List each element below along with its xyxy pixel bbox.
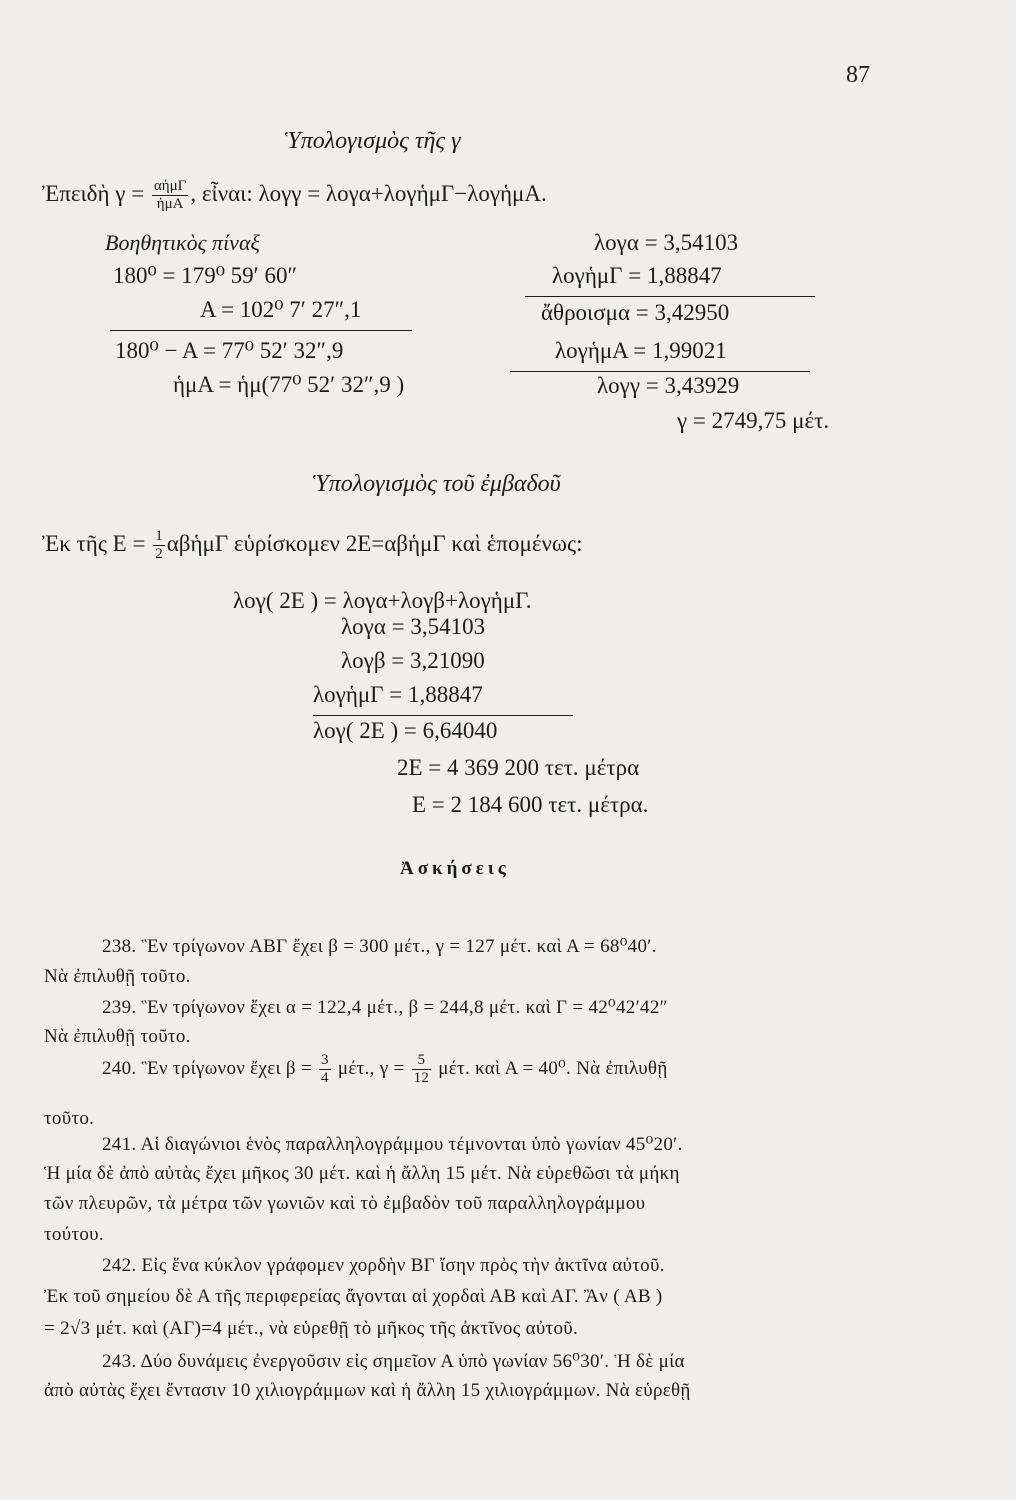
exercises-heading: Ἀσκήσεις [400,858,510,879]
right-rule-2 [510,371,810,372]
intro-rest: αβἡμΓ εὑρίσκομεν 2E=αβἡμΓ καὶ ἑπομένως: [166,530,583,556]
exercise-240-line-1 [102,1052,668,1087]
section-title-area: Ὑπολογισμὸς τοῦ ἐμβαδοῦ [313,471,561,497]
ex240-rest: μέτ. καὶ Α = 40⁰. Νὰ ἐπιλυθῇ [438,1057,668,1079]
left-row-2: A = 102⁰ 7′ 27″,1 [200,297,362,322]
right-row-3: ἄθροισμα = 3,42950 [541,300,730,325]
right-row-6: γ = 2749,75 μέτ. [677,408,830,433]
half-fraction [153,528,165,563]
half-numerator: 1 [155,528,163,544]
area-row-3: λογβ = 3,21090 [341,648,485,673]
section-title-gamma: Ὑπολογισμὸς τῆς γ [285,128,461,154]
area-row-5: λογ( 2E ) = 6,64040 [313,718,498,743]
beta-denominator: 4 [321,1070,329,1086]
fraction-denominator: ἡμΑ [156,196,184,212]
formula-prefix: Ἐπειδὴ γ = [42,180,145,206]
left-row-3: 180⁰ − A = 77⁰ 52′ 32″,9 [115,338,344,363]
exercise-242-line-1: 242. Εἰς ἕνα κύκλον γράφομεν χορδὴν ΒΓ ἴσην πρὸς τὴν ἀκτῖνα αὐτοῦ. [102,1255,665,1276]
area-row-4: λογἡμΓ = 1,88847 [313,682,483,707]
exercise-239-line-1: 239. Ἓν τρίγωνον ἔχει α = 122,4 μέτ., β = 244,8 μέτ. καὶ Γ = 42⁰42′42″ [102,997,668,1018]
exercise-241-line-4: τούτου. [44,1224,104,1245]
exercise-238-line-2: Νὰ ἐπιλυθῇ τοῦτο. [44,966,191,987]
ex240-fraction-beta [319,1052,331,1087]
right-rule-1 [525,296,815,297]
exercise-241-line-2: Ἡ μία δὲ ἀπὸ αὐτὰς ἔχει μῆκος 30 μέτ. καὶ ἡ ἄλλη 15 μέτ. Νὰ εὑρεθῶσι τὰ μήκη [44,1163,680,1184]
exercise-240-line-2: τοῦτο. [44,1108,95,1129]
left-row-4: ἡμA = ἡμ(77⁰ 52′ 32″,9 ) [173,372,405,397]
right-row-5: λογγ = 3,43929 [597,373,740,398]
aux-table-title: Βοηθητικὸς πίναξ [105,230,260,255]
beta-numerator: 3 [321,1052,329,1068]
intro-prefix: Ἐκ τῆς E = [42,530,146,556]
area-row-1: λογ( 2E ) = λογα+λογβ+λογἡμΓ. [233,588,532,613]
area-row-6: 2E = 4 369 200 τετ. μέτρα [397,755,640,780]
formula-rest: , εἶναι: λογγ = λογα+λογἡμΓ−λογἡμΑ. [190,180,547,206]
ex240-prefix: 240. Ἓν τρίγωνον ἔχει β = [102,1057,312,1079]
right-row-4: λογἡμA = 1,99021 [555,338,727,363]
half-denominator: 2 [155,546,163,562]
right-row-1: λογα = 3,54103 [594,230,739,255]
area-row-7: E = 2 184 600 τετ. μέτρα. [412,792,649,817]
formula-fraction [152,178,188,213]
gamma-denominator: 12 [413,1070,430,1086]
fraction-numerator: αἡμΓ [153,178,187,194]
exercise-239-line-2: Νὰ ἐπιλυθῇ τοῦτο. [44,1026,191,1047]
exercise-242-line-3: = 2√3 μέτ. καὶ (ΑΓ)=4 μέτ., νὰ εὑρεθῇ τὸ μῆκος τῆς ἀκτῖνος αὐτοῦ. [44,1318,579,1339]
exercise-241-line-1: 241. Αἱ διαγώνιοι ἑνὸς παραλληλογράμμου τέμνονται ὑπὸ γωνίαν 45⁰20′. [102,1134,683,1155]
page-number: 87 [846,62,870,88]
right-row-2: λογἡμΓ = 1,88847 [552,263,722,288]
left-rule [110,330,412,331]
area-intro [42,528,583,563]
exercise-242-line-2: Ἐκ τοῦ σημείου δὲ Α τῆς περιφερείας ἄγονται αἱ χορδαὶ ΑΒ καὶ ΑΓ. Ἂν ( ΑΒ ) [44,1286,663,1307]
area-rule [313,715,573,716]
exercise-241-line-3: τῶν πλευρῶν, τὰ μέτρα τῶν γωνιῶν καὶ τὸ ἐμβαδὸν τοῦ παραλληλογράμμου [44,1193,646,1214]
exercise-243-line-2: ἀπὸ αὐτὰς ἔχει ἔντασιν 10 χιλιογράμμων καὶ ἡ ἄλλη 15 χιλιογράμμων. Νὰ εὑρεθῇ [44,1380,691,1401]
area-row-2: λογα = 3,54103 [341,614,486,639]
ex240-fraction-gamma [412,1052,432,1087]
exercise-243-line-1: 243. Δύο δυνάμεις ἐνεργοῦσιν εἰς σημεῖον Α ὑπὸ γωνίαν 56⁰30′. Ἡ δὲ μία [102,1351,685,1372]
left-row-1: 180⁰ = 179⁰ 59′ 60″ [113,263,298,288]
ex240-mid: μέτ., γ = [337,1057,405,1079]
gamma-numerator: 5 [412,1052,432,1070]
exercise-238-line-1: 238. Ἓν τρίγωνον ΑΒΓ ἔχει β = 300 μέτ., γ = 127 μέτ. καὶ Α = 68⁰40′. [102,936,657,957]
main-formula [42,178,547,213]
